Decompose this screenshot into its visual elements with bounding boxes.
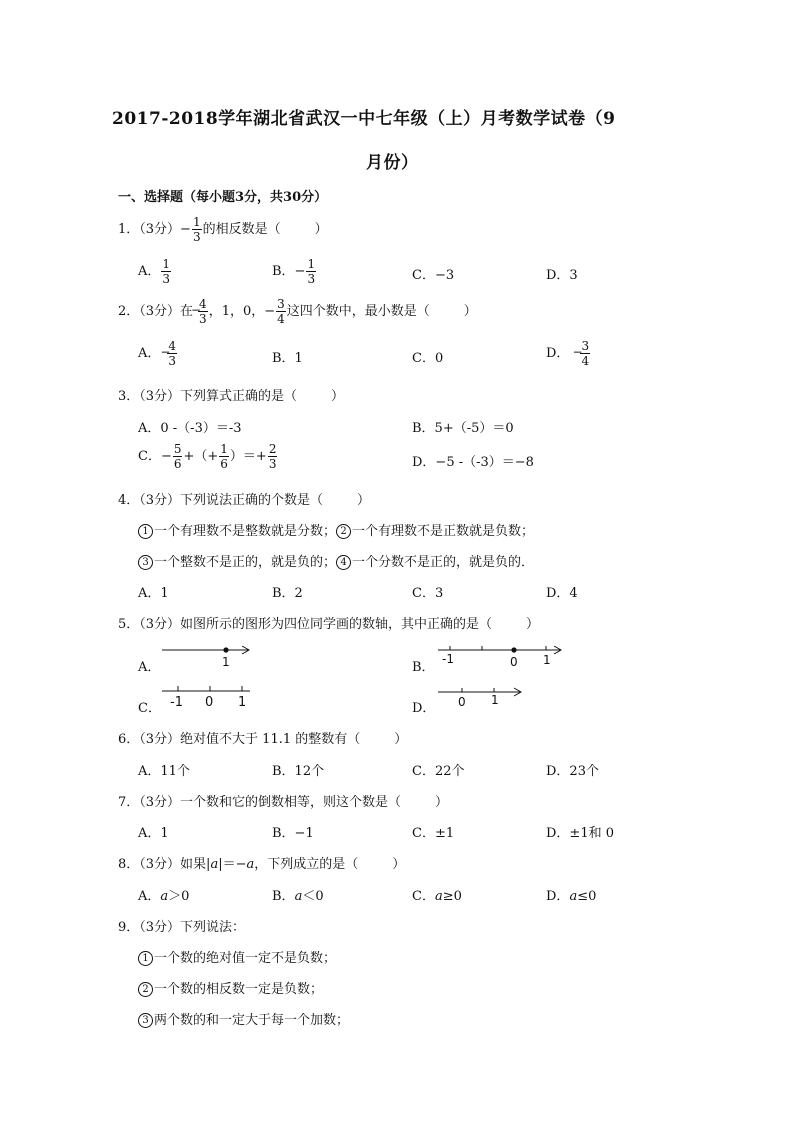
circled-number-3: 3 [138,1013,153,1028]
numerator: 3 [581,339,590,353]
question-5-option-b[interactable]: B． [412,660,435,675]
question-9-stem: 9．（3分）下列说法： [118,920,246,935]
question-4-option-a[interactable]: A．1 [138,586,169,601]
question-6-stem [118,728,407,747]
option-label: A． [138,346,161,361]
variable: a [160,889,169,904]
question-2-option-c[interactable]: C．0 [412,351,444,366]
denominator: 6 [173,457,182,471]
relation: ＜0 [302,889,324,904]
fraction [268,443,278,470]
question-7-option-a[interactable]: A．1 [138,826,169,841]
tick-label: 0 [458,695,466,709]
stem-text: 7．（3分）一个数和它的倒数相等，则这个数是（ [118,795,402,810]
question-6-option-b[interactable]: B．12个 [272,764,325,779]
option-text: +（+ [183,449,219,464]
option-text: ）＝+ [229,449,267,464]
denominator: 3 [168,354,177,368]
circled-number-1: 1 [138,951,153,966]
stem-text: 的相反数是（ [202,222,281,237]
close-paren: ） [394,732,408,747]
question-3-stem [118,385,344,404]
numerator: 4 [199,297,207,311]
question-2-option-d[interactable] [546,340,591,367]
tick-label: 1 [222,655,230,669]
statement: 一个有理数不是整数就是分数； [154,524,337,539]
minus-sign: − [180,222,191,237]
question-1-option-b[interactable] [272,258,317,285]
numerator: 1 [162,257,171,271]
stem-text: ，下列成立的是（ [254,857,359,872]
option-label: B．− [272,264,306,279]
question-3-option-c[interactable] [138,443,278,470]
denominator: 3 [192,230,201,244]
numerator: 1 [220,442,228,456]
question-8-option-a[interactable] [138,885,189,904]
numerator: 2 [268,442,277,456]
statement: 一个整数不是正的，就是负的； [154,555,337,570]
close-paren: ） [463,304,477,319]
statement: 一个数的绝对值一定不是负数； [154,951,337,966]
fraction [306,258,316,285]
question-6-option-a[interactable]: A．11个 [138,764,190,779]
option-label: A． [138,889,161,904]
stem-text: |＝− [218,857,247,872]
denominator: 4 [581,354,590,368]
question-number: 1．（3分） [118,222,181,237]
statement: 一个数的相反数一定是负数； [154,982,324,997]
variable: a [210,857,219,872]
question-7-option-d[interactable]: D．±1和 0 [546,826,614,841]
statement: 一个有理数不是正数就是负数； [352,524,535,539]
fraction: − 3 4 [572,339,590,368]
stem-text: 3．（3分）下列算式正确的是（ [118,389,298,404]
page-title-line1: 2017-2018学年湖北省武汉一中七年级（上）月考数学试卷（9 [112,109,616,129]
option-label: C．− [138,449,172,464]
circled-number-4: 4 [336,555,351,570]
option-label: A． [138,264,161,279]
question-4-option-c[interactable]: C．3 [412,586,444,601]
section-heading: 一、选择题（每小题3分，共30分） [118,190,328,205]
page-title-line2: 月份） [366,153,419,173]
question-8-option-b[interactable] [272,885,324,904]
question-5-option-c[interactable]: C． [138,701,161,716]
tick-label: 1 [543,653,551,667]
question-6-option-c[interactable]: C．22个 [412,764,465,779]
question-8-option-d[interactable] [546,885,596,904]
relation: ≥0 [442,889,462,904]
relation: ＞0 [168,889,190,904]
close-paren: ） [392,857,406,872]
question-7-stem [118,791,448,810]
denominator: 3 [199,312,207,326]
tick-label: -1 [170,695,183,710]
denominator: 4 [277,312,285,326]
fraction [173,443,183,470]
variable: a [569,889,578,904]
tick-label: -1 [442,652,454,666]
option-label: B． [272,889,295,904]
denominator: 6 [220,457,228,471]
number-line-a [160,642,255,670]
question-4-stem [118,489,370,508]
close-paren: ） [526,617,540,632]
question-7-option-c[interactable]: C．±1 [412,826,455,841]
number-line-c [160,682,255,710]
denominator: 3 [268,457,277,471]
question-3-option-a[interactable]: A．0 -（-3）＝-3 [138,421,242,436]
circled-number-3: 3 [138,555,153,570]
variable: a [434,889,443,904]
close-paren: ） [331,389,345,404]
fraction [161,258,171,285]
stem-text: 6．（3分）绝对值不大于 11.1 的整数有（ [118,732,361,747]
numerator: 3 [277,297,285,311]
option-label: C． [412,889,435,904]
question-7-option-b[interactable]: B．−1 [272,826,314,841]
statement: 一个分数不是正的，就是负的． [352,555,535,570]
numerator: 5 [173,442,182,456]
numerator: 4 [168,339,177,353]
tick-label: 0 [205,695,214,710]
option-label: D． [546,889,570,904]
question-5-stem [118,613,539,632]
circled-number-2: 2 [336,524,351,539]
question-3-option-d[interactable]: D．−5 -（-3）＝−8 [412,455,534,470]
question-4-option-b[interactable]: B．2 [272,586,303,601]
fraction: − 4 3 [191,297,207,326]
number-line-d [436,684,526,712]
question-9-statement-3 [138,1009,349,1028]
stem-text: 5．（3分）如图所示的图形为四位同学画的数轴，其中正确的是（ [118,617,493,632]
close-paren: ） [435,795,449,810]
stem-text: 这四个数中，最小数是（ [286,304,430,319]
option-label: D． [546,346,570,361]
question-2-stem [118,298,477,325]
relation: ≤0 [577,889,597,904]
fraction [276,298,286,325]
question-2-option-b[interactable]: B．1 [272,351,303,366]
question-5-option-d[interactable]: D． [412,701,436,716]
stem-text: 4．（3分）下列说法正确的个数是（ [118,493,324,508]
fraction [219,443,229,470]
stem-text: 8．（3分）如果| [118,857,211,872]
question-8-stem [118,853,405,872]
question-1-stem [118,216,328,243]
denominator: 3 [162,272,171,286]
question-9-statement-2 [138,978,323,997]
question-1-option-d[interactable]: D．3 [546,268,578,283]
question-4-option-d[interactable]: D．4 [546,586,578,601]
statement: 两个数的和一定大于每一个加数； [154,1013,350,1028]
circled-number-2: 2 [138,982,153,997]
tick-label: 1 [238,695,247,710]
fraction [192,216,202,243]
numerator: 1 [307,257,316,271]
question-2-option-a[interactable] [138,340,178,367]
question-4-statements-2 [138,551,534,570]
denominator: 3 [307,272,316,286]
question-6-option-d[interactable]: D．23个 [546,764,599,779]
variable: a [246,857,255,872]
question-9-statement-1 [138,947,336,966]
question-5-option-a[interactable]: A． [138,660,161,675]
close-paren: ） [314,222,328,237]
number-line-b [436,640,566,670]
tick-label: 1 [491,693,499,707]
question-1-option-c[interactable]: C．−3 [412,268,455,283]
question-3-option-b[interactable]: B．5+（-5）＝0 [412,421,514,436]
variable: a [294,889,303,904]
circled-number-1: 1 [138,524,153,539]
question-8-option-c[interactable] [412,885,462,904]
question-4-statements-1 [138,520,534,539]
fraction: − 4 3 [160,339,177,368]
tick-label: 0 [510,655,518,669]
close-paren: ） [357,493,371,508]
question-1-option-a[interactable] [138,258,172,285]
stem-text: ，1，0，− [208,304,276,319]
numerator: 1 [192,215,201,229]
question-number: 2．（3分）在 [118,304,194,319]
